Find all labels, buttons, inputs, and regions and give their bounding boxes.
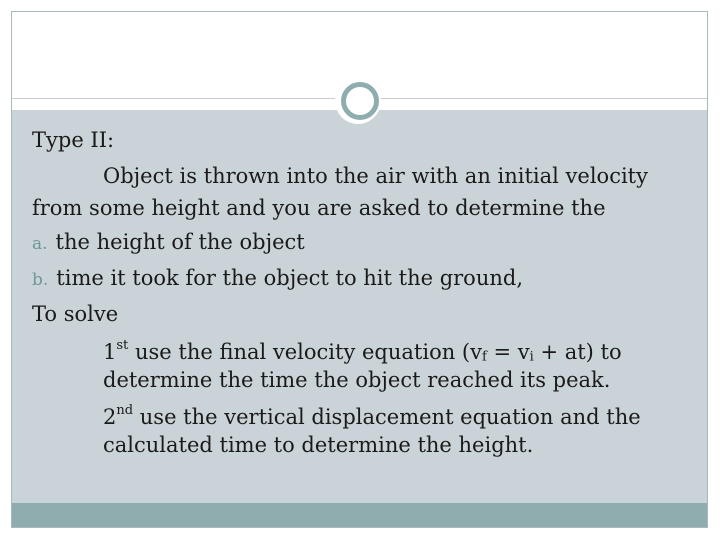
step-1-sub-f: f bbox=[481, 349, 487, 365]
list-item-b-text: time it took for the object to hit the ground, bbox=[56, 266, 523, 290]
step-2-line-2: calculated time to determine the height. bbox=[103, 433, 534, 457]
step-2-line-1 bbox=[103, 403, 641, 429]
step-1-text-a: use the final velocity equation (v bbox=[128, 339, 482, 364]
step-1-line-1 bbox=[103, 338, 622, 365]
intro-line-2: from some height and you are asked to determine the bbox=[32, 196, 606, 220]
step-1-number: 1 bbox=[103, 339, 117, 364]
step-1-ordinal: st bbox=[116, 338, 129, 353]
step-1-line-2: determine the time the object reached its peak. bbox=[103, 368, 611, 392]
circle-ornament-icon bbox=[341, 82, 379, 120]
solve-heading: To solve bbox=[32, 302, 119, 326]
list-item-a bbox=[32, 230, 305, 254]
intro-line-1: Object is thrown into the air with an initial velocity bbox=[103, 164, 648, 188]
step-2-ordinal: nd bbox=[116, 403, 134, 418]
step-1-text-b: = v bbox=[486, 339, 530, 364]
list-marker-a: a. bbox=[32, 234, 48, 254]
step-1-sub-i: i bbox=[529, 349, 534, 365]
list-item-a-text: the height of the object bbox=[55, 230, 305, 254]
footer-band bbox=[12, 503, 707, 527]
slide-heading: Type II: bbox=[32, 128, 115, 152]
step-2-text: use the vertical displacement equation and the bbox=[133, 404, 641, 429]
list-marker-b: b. bbox=[32, 270, 49, 290]
list-item-b bbox=[32, 266, 523, 290]
step-1-text-c: + at) to bbox=[533, 339, 622, 364]
step-2-number: 2 bbox=[103, 404, 117, 429]
